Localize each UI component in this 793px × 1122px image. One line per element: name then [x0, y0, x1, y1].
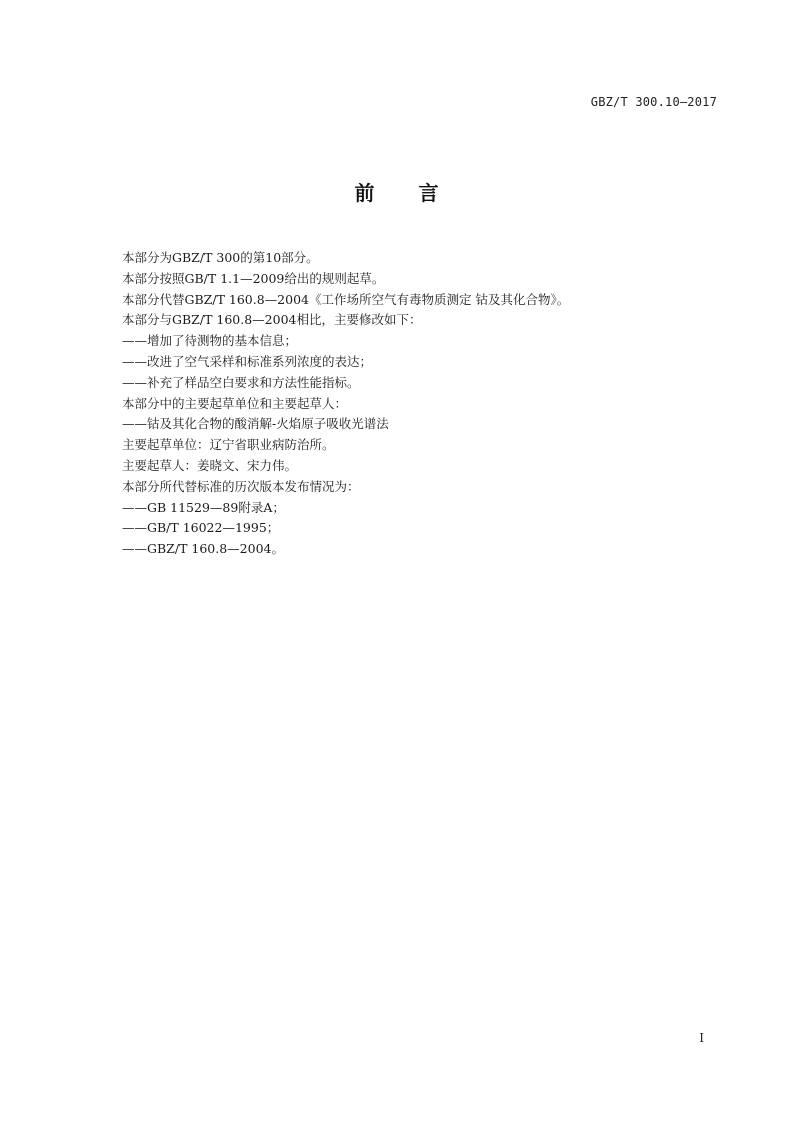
- change-item: ——增加了待测物的基本信息；: [122, 333, 298, 349]
- change-item: ——改进了空气采样和标准系列浓度的表达；: [122, 353, 373, 369]
- document-code: GBZ/T 300.10—2017: [590, 95, 717, 109]
- drafters: 主要起草人：姜晓文、宋力伟。: [122, 457, 298, 473]
- method-item: ——钴及其化合物的酸消解-火焰原子吸收光谱法: [122, 416, 389, 432]
- foreword-line: 本部分与GBZ/T 160.8—2004相比，主要修改如下：: [122, 312, 422, 328]
- foreword-line: 本部分按照GB/T 1.1—2009给出的规则起草。: [122, 270, 385, 286]
- version-item: ——GBZ/T 160.8—2004。: [122, 541, 284, 557]
- change-item: ——补充了样品空白要求和方法性能指标。: [122, 374, 360, 390]
- foreword-line: 本部分所代替标准的历次版本发布情况为：: [122, 478, 360, 494]
- version-item: ——GB 11529—89附录A；: [122, 499, 285, 515]
- page-number: I: [699, 1031, 704, 1045]
- foreword-body: [122, 248, 722, 560]
- version-item: ——GB/T 16022—1995；: [122, 520, 280, 536]
- page-title: 前言: [354, 181, 483, 205]
- foreword-line: 本部分中的主要起草单位和主要起草人：: [122, 395, 348, 411]
- foreword-line: 本部分代替GBZ/T 160.8—2004《工作场所空气有毒物质测定 钴及其化合物》。: [122, 291, 570, 307]
- foreword-line: 本部分为GBZ/T 300的第10部分。: [122, 250, 319, 265]
- drafting-unit: 主要起草单位：辽宁省职业病防治所。: [122, 437, 335, 453]
